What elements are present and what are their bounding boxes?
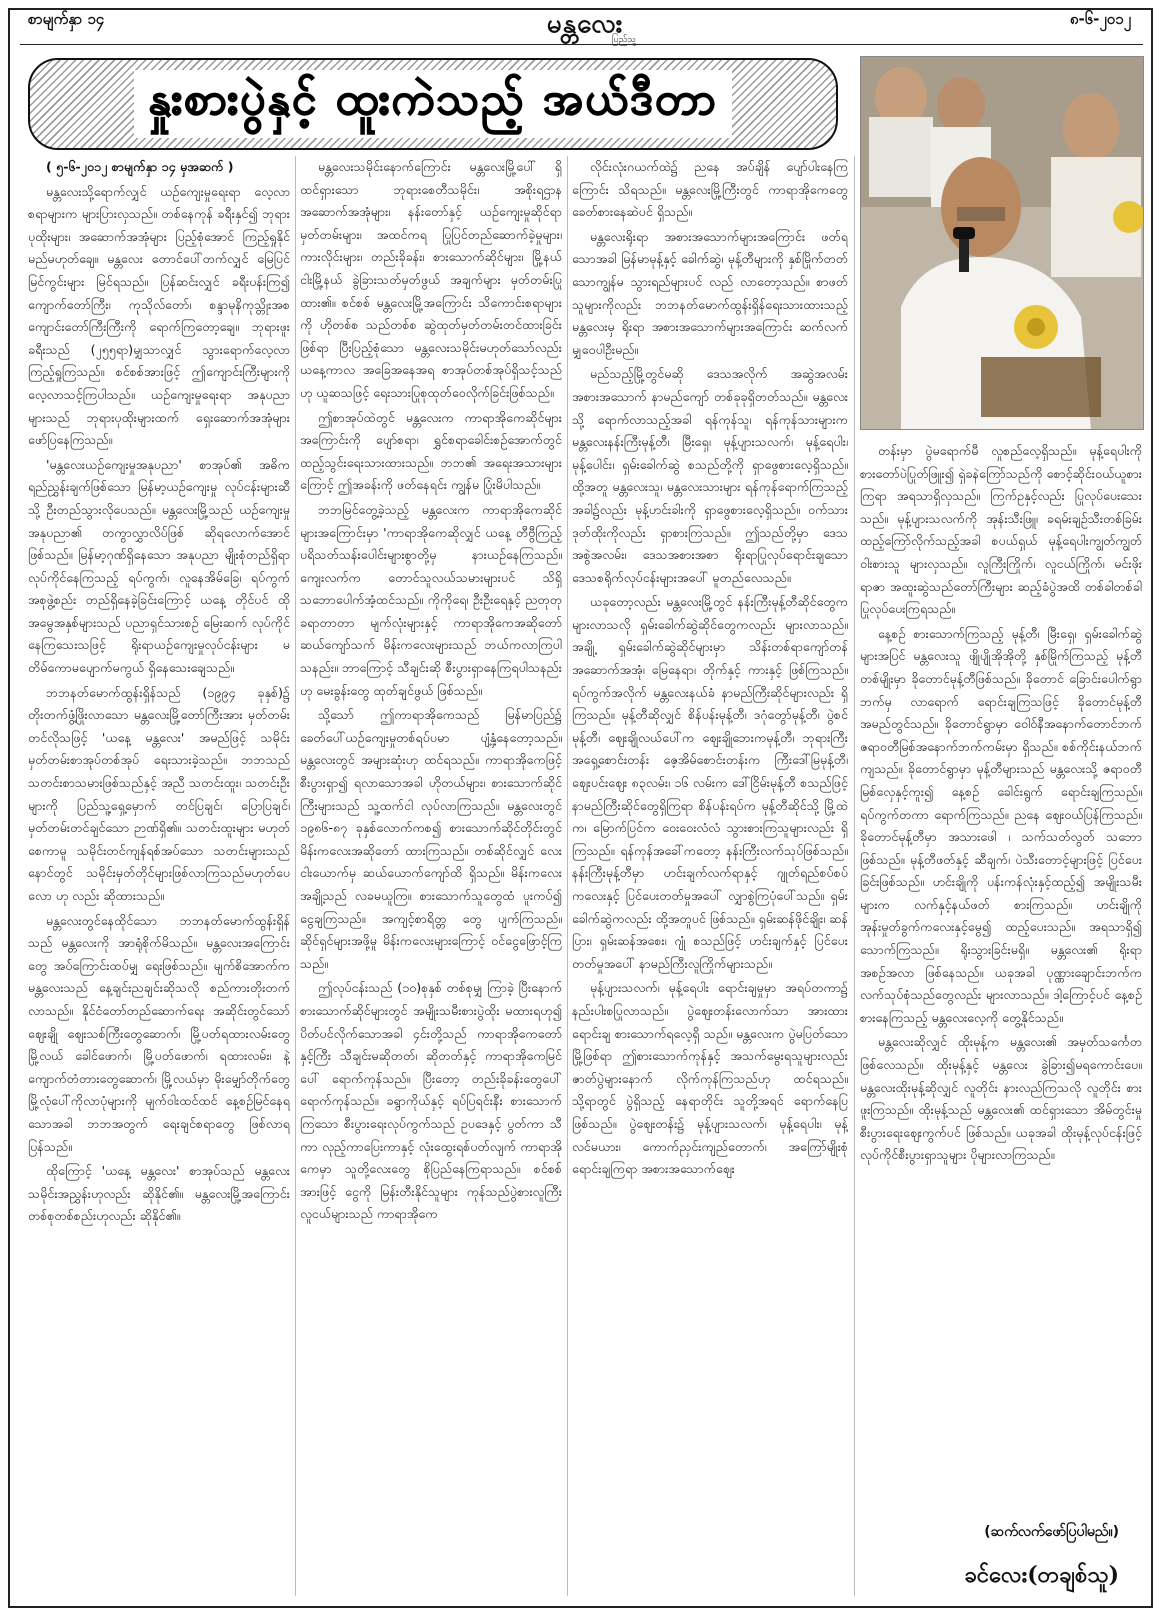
photo-elderly-man-speaking	[861, 57, 1143, 429]
paragraph: နေ့စဉ် စားသောက်ကြသည့် မုန့်တီ၊ မြီးရှေ၊ ရှမ်းခေါက်ဆွဲများအပြင် မန္တလေးသူ ဖျိုပျိုအိုအိုတို့ နှစ်မြိုက်ကြသည့် မုန့်တီတစ်မျိုးမှာ ခိုတောင်မုန့်တီဖြစ်သည်။ ခိုတောင် ခြောင်းပေါက်ရွာဘက်မှ လာရောက် ရောင်းချကြသဖြင့် ခိုတောင်မုန့်တီ အမည်တွင်သည်။ ခိုတောင်ရွာမှာ ဝေါဝ်နီအနောက်တောင်ဘက် ဇရာဝတီမြစ်အနောက်ဘက်ကမ်းမှာ ရှိသည်။ စစ်ကိုင်းနယ်ဘက်ကျသည်။ ခိုတောင်ရွာမှာ မုန့်တီများသည် မန္တလေးသို့ ဇရာဝတီမြစ်လှေနှင့်ကူး၍ နေ့စဉ် ခေါင်းရွက် ရောင်းချကြသည်။ ရပ်ကွက်တကာ ရောက်ကြသည်။ ညနေ ဈေးဝယ်ပြန်ကြသည်။ ခိုတောင်မုန့်တီမှာ အသားဖေါ ၊ သက်သတ်လွတ် သဘောဖြစ်သည်။ မုန့်တီဖတ်နှင့် ဆီချက်၊ ပဲသီးတောင့်များဖြင့် ပြင်ပေးခြင်းဖြစ်သည်။ ဟင်းချိုကို ပန်းကန်လုံးနှင့်ထည့်၍ အမျိုးသမီးများက လက်နှင့်နယ်ဖတ် စားကြသည်။ ဟင်းချိုကို အုန်းမှုတ်ခွက်ကလေးနှင့်မွေ၍ ထည့်ပေးသည်။ အရသာရှိ၍ သောက်ကြသည်။ ရိုးသွားခြင်းမရှိ။ မန္တလေး၏ ရိုးရာအစဉ်အလာ ဖြစ်နေသည်။ ယခုအခါ ပုဏ္ဏားချောင်းဘက်က လက်သုပ်စုံသည်တွေလည်း များလာသည်။ ဒါ့ကြောင့်ပင် နေ့စဉ် စားနေကြသည့် မန္တလေးလေ့ကို တွေ့နိုင်သည်။	[860, 625, 1142, 1025]
article-title-banner	[28, 58, 838, 150]
author-byline: ခင်လေး(တချစ်သူ)	[964, 1562, 1119, 1588]
paragraph: မန္တလေးတွင်နေထိုင်သော ဘဘနတ်မောက်ထွန်းရှိန်သည် မန္တလေးကို အာရုံစိုက်မိသည်။ မန္တလေးအကြောင်းတွေ အပ်ကြောင်းထပ်မျှ ရေးဖြစ်သည်။ မျက်စိအောက်က မန္တလေးသည် နေ့ချင်းညချင်းဆိုသလို စည်ကားတိုးတက်လာသည်။ နိုင်ငံတော်တည်ဆောက်ရေး အဆိုင်းတွင်သော် ဈေးချို ဈေးသစ်ကြီးတွေဆောက်၊ မြို့ပတ်ရထားလမ်းတွေ မြို့လယ် ခေါင်ဖောက်၊ မြို့ပတ်ဖောက်၊ ရထားလမ်း၊ နဲ့ကျောက်တံတားတွေဆောက်၊ မြို့လယ်မှာ မိုးမျှော်တိုက်တွေ မြို့လုံပေါ်ကိုလာပုံများကို မျက်ဝါးထင်ထင် နေ့စဉ်မြင်နေရသောအခါ ဘဘအတွက် ရေးချင်စရာတွေ ဖြစ်လာရပြန်သည်။	[28, 912, 290, 1154]
paragraph: 'မန္တလေးယဉ်ကျေးမှုအနုပညာ' စာအုပ်၏ အဓိကရည်ညွှန်းချက်ဖြစ်သော မြန်မာ့ယဉ်ကျေးမှု လုပ်ငန်းများဆီသို့ ဦးတည်သွားလိုပေသည်။ မန္တလေးမြို့သည် ယဉ်ကျေးမှုအနုပညာ၏ တကွာလွှာလိပ်ဖြစ် ဆိုရလောက်အောင် ဖြစ်သည်။ မြန်မာ့ဂုဏ်ရှိနေသော အနုပညာ မျိုးစုံတည်ရှိရာ လုပ်ကိုင်နေကြသည့် ရပ်ကွက်၊ လူနေအိမ်ခြေ၊ ရပ်ကွက်အစုဖွဲ့စည်း တည်ရှိနေခဲ့ခြင်းကြောင့် ယနေ့ တိုင်ပင် ထိုအမွေအနှစ်များသည် ပညာရှင်သားစဉ် မြေးဆက် လုပ်ကိုင်နေကြသေးသဖြင့် ရိုးရာယဉ်ကျေးမှုလုပ်ငန်းများ မတိမ်ကောမပျောက်မကွယ် ရှိနေသေးချေသည်။	[28, 456, 290, 676]
dateline: ( ၅-၆-၂၀၁၂ စာမျက်နှာ ၁၄ မှအဆက် )	[46, 159, 234, 174]
continued-note: (ဆက်လက်ဖော်ပြပါမည်။)	[984, 1524, 1119, 1540]
masthead-name: မန္တလေး	[546, 9, 624, 39]
paragraph: ဘဘမြင်တွေ့ခဲ့သည့် မန္တလေးက ကာရာအိုကေဆိုင်များအကြောင်းမှာ 'ကာရာအိုကေဆိုလျှင် ယနေ့ တီဗွီကြည့် ပရိသတ်သန်းပေါင်းများစွာတို့မှ နားယဉ်နေကြသည်။ ကျေးလက်က တောင်သူလယ်သမားများပင် သိရှိသဘောပေါက်အံ့ထင်သည်။ ကိုကိုရေ၊ ဦးဦးရေနှင့် ညတုတု ခရာတာတာ မျက်လုံးများနှင့် ကာရာအိုကေအဆိုတော် ဆယ်ကျော်သက် မိန်းကလေးများသည် ဘယ်ကလာကြပါသနည်း။ ဘာကြောင့် သီချင်းဆို စီးပွားရှာနေကြရပါသနည်းဟု မေးခွန်းတွေ ထုတ်ချင်ဖွယ် ဖြစ်သည်။	[300, 501, 562, 698]
column-divider	[854, 156, 855, 1596]
paragraph: သို့သော် ဤကာရာအိုကေသည် မြန်မာပြည်၌ ခေတ်ပေါ်ယဉ်ကျေးမှုတစ်ရပ်ပမာ ပျံ့နှံ့နေတော့သည်။ မန္တလေးတွင် အများဆုံးဟု ထင်ရသည်။ ကာရာအိုကေဖြင့် စီးပွားရှာ၍ ရလာသောအခါ ဟိုတယ်များ၊ စားသောက်ဆိုင်ကြီးများသည် သူ့ထက်ငါ လုပ်လာကြသည်။ မန္တလေးတွင် ၁၉၈၆-၈၇ ခုနှစ်လောက်ကစ၍ စားသောက်ဆိုင်တိုင်းတွင် မိန်းကလေးအဆိုတော် ထားကြသည်။ တစ်ဆိုင်လျှင် လေးငါးယောက်မှ ဆယ်ယောက်ကျော်ထိ ရှိသည်။ မိန်းကလေးအချို့သည် လခမယူကြ။ စားသောက်သူတွေထံ ပူးကပ်၍ ငွေချကြသည်။ အကျင့်စာရိတ္တ တွေ ပျက်ကြသည်။ ဆိုင်ရှင်များအဖို့မူ မိန်းကလေးများကြောင့် ဝင်ငွေဖြောင့်ကြသည်။	[300, 707, 562, 971]
paragraph: မန္တလေးသမိုင်းနောက်ကြောင်း မန္တလေးမြို့ပေါ် ရှိ ထင်ရှားသော ဘုရားစေတီသမိုင်း၊ အစိုးရဌာန အဆောက်အအုံများ၊ နန်းတော်နှင့် ယဉ်ကျေးမှုဆိုင်ရာ မှတ်တမ်းများ၊ အထင်ကရ ပြုပြင်တည်ဆောက်ခဲ့မှုများ၊ ကားလိုင်းများ၊ တည်းခိုခန်း၊ စားသောက်ဆိုင်များ၊ မြို့နယ် ငါးမြို့နယ် ခွဲခြားသတ်မှတ်ဖွယ် အချက်များ မှတ်တမ်းပြုထား၏။ စင်စစ် မန္တလေးမြို့အကြောင်း သိကောင်းစရာများကို ဟိုတစ်စ သည်တစ်စ ဆွဲထုတ်မှတ်တမ်းတင်ထားခြင်းဖြစ်ရာ ပြီးပြည့်စုံသော မန္တလေးသမိုင်းမဟုတ်သော်လည်း ယနေ့ကာလ အခြေအနေအရ စာအုပ်တစ်အုပ်ရှိသင့်သည်ဟု ယူဆသဖြင့် ရေးသားပြုစုထုတ်ဝေလိုက်ခြင်းဖြစ်သည်။	[300, 159, 562, 400]
column-divider	[567, 156, 568, 1596]
paragraph: ထိုကြောင့် 'ယနေ့ မန္တလေး' စာအုပ်သည် မန္တလေးသမိုင်းအညွှန်းဟုလည်း ဆိုနိုင်၏။ မန္တလေးမြို့အကြောင်း တစ်စုတစ်စည်းဟုလည်း ဆိုနိုင်၏။	[28, 1163, 290, 1224]
paragraph: လိုင်းလုံးဂယက်ထဲ၌ ညနေ အပ်ချိန် ပျော်ပါးနေကြကြောင်း သိရသည်။ မန္တလေးမြို့ကြီးတွင် ကာရာအိုကေတွေ ခေတ်စားနေဆဲပင် ရှိသည်။	[572, 159, 848, 220]
column-divider	[295, 156, 296, 1596]
paragraph: မည်သည့်မြို့တွင်မဆို ဒေသအလိုက် အဆွဲအလမ်း အစားအသောက် နာမည်ကျော် တစ်ခုခုရှိတတ်သည်။ မန္တလေးသို့ ရောက်လာသည့်အခါ ရန်ကုန်သူ၊ ရန်ကုန်သားများက မန္တလေးနန်းကြီးမုန့်တီ၊ မြီးရှေ၊ မုန့်ပျားသလက်၊ မုန့်ရေပါး၊ မုန့်ပေါင်း၊ ရှမ်းခေါက်ဆွဲ စသည်တို့ကို ရှာဖွေစားလေ့ရှိသည်။ ထို့အတူ မန္တလေးသူ၊ မန္တလေးသားများ ရန်ကုန်ရောက်ကြသည့်အခါ၌လည်း မုန့်ဟင်းခါးကို ရှာဖွေစားလေ့ရှိသည်။ ဝက်သားဒုတ်ထိုးကိုလည်း ရှာစားကြသည်။ ဤသည်တို့မှာ ဒေသအစွဲအလမ်း၊ ဒေသအစားအစာ ရိုးရာပြုလုပ်ရောင်းချသော ဒေသစရိုက်လုပ်ငန်းများအပေါ် မူတည်လေသည်။	[572, 366, 848, 585]
paragraph: မန္တလေးရိုးရာ အစားအသောက်များအကြောင်း ဖတ်ရသောအခါ မြန်မာမုန့်နှင့် ခေါက်ဆွဲ၊ မုန့်တီများကို နှစ်မြိုက်တတ်သောကျွန်မ သွားရည်များပင် လည် လာတော့သည်။ စာဖတ်သူများကိုလည်း ဘဘနတ်မောက်ထွန်းရှိန်ရေးသားထားသည့် မန္တလေးမှ ရိုးရာ အစားအသောက်များအကြောင်း ဆက်လက်မျှဝေပါဦးမည်။	[572, 228, 848, 357]
article-column-1	[28, 156, 290, 1608]
masthead-sub: ပြည်သူ့	[611, 35, 636, 45]
paragraph: မန္တလေးဆိုလျှင် ထိုးမုန့်က မန္တလေး၏ အမှတ်သင်္ကေတ ဖြစ်လေသည်။ ထိုးမုန့်နှင့် မန္တလေး ခွဲခြား၍မရကောင်းပေ။ မန္တလေးထိုးမုန့်ဆိုလျှင် လူတိုင်း နားလည်ကြသလို လူတိုင်း စားဖူးကြသည်။ ထိုးမုန့်သည် မန္တလေး၏ ထင်ရှားသော အိမ်တွင်းမှု စီးပွားရေးဈေးကွက်ပင် ဖြစ်သည်။ ယခုအခါ ထိုးမုန့်လုပ်ငန်းဖြင့် လုပ်ကိုင်စီးပွားရှာသူများ ပိုများလာကြသည်။	[860, 1034, 1142, 1163]
article-column-3	[572, 156, 848, 1608]
masthead-logo	[520, 6, 650, 48]
paragraph: ဘဘနတ်မောက်ထွန်းရှိန်သည် (၁၉၉၄ ခုနှစ်)၌ တိုးတက်ဖွံ့ဖြိုးလာသော မန္တလေးမြို့တော်ကြီးအား မှတ်တမ်းတင်လိုသဖြင့် 'ယနေ့ မန္တလေး' အမည်ဖြင့် သမိုင်းမှတ်တမ်းစာအုပ်တစ်အုပ် ရေးသားခဲ့သည်။ ဘဘသည် သတင်းစာသမားဖြစ်သည်နှင့် အညီ သတင်းထူး၊ သတင်းဦးများကို ပြည်သူ့ရှေ့မှောက် တင်ပြချင်၊ ပြောပြချင်၊ မှတ်တမ်းတင်ချင်သော ဉာဏ်ရှိ၏။ သတင်းထူးများ မဟုတ်စေကာမူ သမိုင်းတင်ကျန်ရစ်အပ်သော သတင်းများသည် နောင်တွင် သမိုင်းမှတ်တိုင်များဖြစ်လာကြသည်မဟုတ်ပေလော ဟု လည်း ဆိုထားသည်။	[28, 684, 290, 903]
header-divider	[20, 44, 1143, 45]
issue-date: ၈-၆-၂၀၁၂	[1069, 10, 1131, 28]
paragraph: ဤစာအုပ်ထဲတွင် မန္တလေးက ကာရာအိုကေဆိုင်များအကြောင်းကို ပျော်စရာ၊ ရွှင်စရာခေါင်းစဉ်အောက်တွင် ထည့်သွင်းရေးသားထားသည်။ ဘဘ၏ အရေးအသားများကြောင့် ဤအခန်းကို ဖတ်နေရင်း ကျွန်မ ပြုံးမိပါသည်။	[300, 409, 562, 493]
paragraph: တန်းမှာ ပွဲမရောက်မီ လှုစည်လေ့ရှိသည်။ မုန့်ရေပါးကို စားတော်ပဲပြုတ်ဖြူး၍ ရှဲခနဲကြော်သည်ကို စောင့်ဆိုင်းဝယ်ယူစားကြရာ အရသာရှိလှသည်။ ကြက်ဥနှင့်လည်း ပြုလုပ်ပေးသေးသည်။ မုန့်ပျားသလက်ကို အုန်းသီးဖြူ၊ ခရမ်းချဉ်သီးတစ်ခြမ်းထည့်ကြော်လိုက်သည့်အခါ စပယ်ရှယ် မုန့်ရေပါးကျွတ်ကျွတ် ဝါးစားသူ များလှသည်။ လူကြီးကြိုက်၊ လူငယ်ကြိုက်၊ မင်းဖိုးရာဇာ အထူးဆွဲသည်တော်ကြီးများ ဆည့်ခံပွဲအထိ တစ်ခါတစ်ခါ ပြုလုပ်ပေးကြရသည်။	[860, 443, 1142, 617]
article-column-2	[300, 156, 562, 1608]
article-column-4	[860, 440, 1142, 1460]
article-photo	[860, 56, 1144, 430]
paragraph: မုန့်ပျားသလက်၊ မုန့်ရေပါး ရောင်းချမှုမှာ အရပ်တကာ၌ နည်းပါးစပြုလာသည်။ ပွဲဈေးတန်းလောက်သာ အားထားရောင်းချ စားသောက်ရလေ့ရှိ သည်။ မန္တလေးက ပွဲမပြတ်သောမြို့ဖြစ်ရာ ဤစားသောက်ကုန်နှင့် အသက်မွေးရသူများလည်း ဇာတ်ပွဲများနောက် လိုက်ကုန်ကြသည်ဟု ထင်ရသည်။ သို့ရာတွင် ပွဲရှိသည့် နေရာတိုင်း သူတို့အရင် ရောက်နေပြဖြစ်သည်။ ပွဲဈေးတန်း၌ မုန့်ပျားသလက်၊ မုန့်ရေပါး၊ မုန့်လင်မယား၊ ကောက်ညှင်းကျည်တောက်၊ အကြော်မျိုးစုံ ရောင်းချကြရာ အစားအသောက်ဈေး	[572, 980, 848, 1177]
article-title: နှုးစားပွဲနှင့် ထူးကဲသည့် အယ်ဒီတာ	[134, 70, 732, 138]
page-number: စာမျက်နှာ ၁၄	[28, 10, 105, 28]
paragraph: မန္တလေးသို့ရောက်လျှင် ယဉ်ကျေးမှုရေးရာ လေ့လာစရာများက များပြားလှသည်။ တစ်နေကုန် ခရီးနှင်၍ ဘုရားပုထိုးများ၊ အဆောက်အအုံများ ပြည့်စုံအောင် ကြည့်ရှုနိုင်မည်မဟုတ်ချေ။ မန္တလေး တောင်ပေါ်တက်လျှင် မြေပြင်မြင်ကွင်းများ မြင်ရသည်။ ပြန်ဆင်းလျှင် ခရီးပန်းကြ၍ ကျောက်တော်ကြီး၊ ကုသိုလ်တော်၊ စန္ဒာမုနိကုသ္တိုးအစ ကျောင်းတော်ကြီးကြီးကို ရောက်ကြတော့ချေ။ ဘုရားဖူးခရီးသည် (၂၅၅ရာ)မျှသာလျှင် သွားရောက်လေ့လာ ကြည့်ရှုကြသည်။ စင်စစ်အားဖြင့် ဤကျောင်းကြီးများကို လေ့လာသင့်ကြပါသည်။ ယဉ်ကျေးမှုရေးရာ အနုပညာများသည် ဘုရားပုထိုးများထက် ရှေးဆောက်အအုံများ ဖော်ပြနေကြသည်။	[28, 183, 290, 448]
paragraph: ယခုတော့လည်း မန္တလေးမြို့တွင် နန်းကြီးမုန့်တီဆိုင်တွေက များလာသလို ရှမ်းခေါက်ဆွဲဆိုင်တွေကလည်း များလာသည်။ အချို့ ရှမ်းခေါက်ဆွဲဆိုင်များမှာ သိန်းတစ်ရာကျော်တန် အဆောက်အအုံ၊ မြေနေရာ၊ တိုက်နှင့် ကားနှင့် ဖြစ်ကြသည်။ ရပ်ကွက်အလိုက် မန္တလေးနယ်ခံ နာမည်ကြီးဆိုင်များလည်း ရှိကြသည်။ မုန့်တီဆိုလျှင် စိန်ပန်းမုန့်တီ၊ ဒဂုံတွော်မုန့်တီ၊ ပွဲစင်မုန့်တီ၊ ဈေးချိုလယ်ပေါ်က ဈေးချိုဘေးကမုန့်တီ၊ ဘုရားကြီးအရှေ့စောင်းတန်း ဇေ့အိမ်စောင်းတန်းက ကြီးဒေါ်မြမုန့်တီ၊ ဈေးပင်းဈေး ၈၃လမ်း၊ ၁၆ လမ်းက ဒေါ်ငြိမ်းမုန့်တီ စသည်ဖြင့် နာမည်ကြီးဆိုင်တွေရှိကြရာ စိန်ပန်းရပ်က မုန့်တီဆိုင်သို့ မြို့ထဲက၊ မြောက်ပြင်က ဝေးဝေးလံလံ သွားစားကြသူများလည်း ရှိကြသည်။ ရန်ကုန်အခေါ်ကတော့ နန်းကြီးလက်သုပ်ဖြစ်သည်။ နန်းကြီးမုန့်တီမှာ ဟင်းချက်လက်ရာနှင့် ဂျုတ်ရည်စပ်စပ်ကလေးနှင့် ပြင်ပေးတတ်မှုအပေါ် လျှာစွဲကြပုံပေါ်သည်။ ရှမ်းခေါက်ဆွဲကလည်း ထို့အတူပင် ဖြစ်သည်။ ရှမ်းဆန်ဖိုင်ချိုး၊ ဆန်ပြား၊ ရှမ်းဆန်အစေး၊ ဂျုံ စသည်ဖြင့် ဟင်းချက်နှင့် ပြင်ပေးတတ်မှုအပေါ် နာမည်ကြီးလူကြိုက်များသည်။	[572, 594, 848, 971]
paragraph: ဤလုပ်ငန်းသည် (၁၀)စုနှစ် တစ်စုမျှ ကြာခဲ့ ပြီးနောက် စားသောက်ဆိုင်များတွင် အမျိုးသမီးစားပွဲထိုး မထားရဟု၍ ပိတ်ပင်လိုက်သောအခါ ၄င်းတို့သည် ကာရာအိုကေတော်နှင့်ကြီး သီချင်းမဆိုတတ်၊ ဆိုတတ်နှင့် ကာရာအိုကေမြင်ပေါ် ရောက်ကုန်သည်။ ပြီးတော့ တည်းခိုခန်းတွေပေါ် ရောက်ကုန်သည်။ ခရွာကိုယ်နှင့် ရပ်ပြရင်းနီး စားသောက်ကြသော စီးပွားရေးလုပ်ကွက်သည် ဥပဒေနှင့် ပွတ်ကာ သီကာ လုည့်ကာပြေးကာနှင့် လုံးထွေးရစ်ပတ်လျက် ကာရာအိုကေမှာ သူတို့လေးတွေ စိုပြည်နေကြရာသည်။ စင်စစ်အားဖြင့် ငွေကို မြန်းတီးနိုင်သူများ ကုန်သည်ပွဲစားလူကြီးလူငယ်များသည် ကာရာအိုကေ	[300, 980, 562, 1222]
